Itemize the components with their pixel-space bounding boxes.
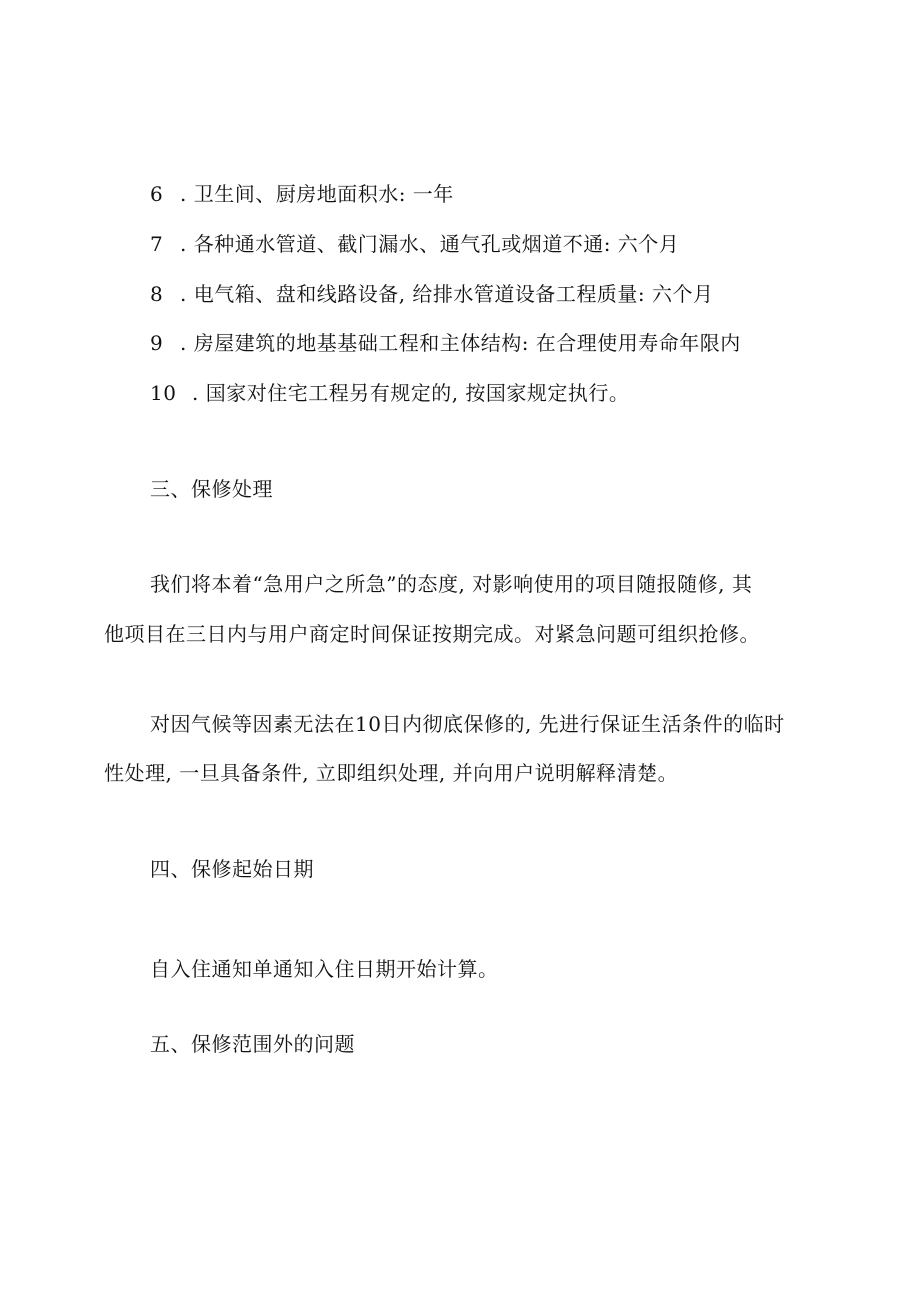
list-item-6 xyxy=(150,180,454,208)
list-number: 7 xyxy=(150,232,164,256)
list-text: . 各种通水管道、截门漏水、通气孔或烟道不通: 六个月 xyxy=(180,232,680,256)
section3-paragraph-1-line-2: 他项目在三日内与用户商定时间保证按期完成。对紧急问题可组织抢修。 xyxy=(104,622,760,646)
section3-paragraph-1-line-1: 我们将本着“急用户之所急”的态度, 对影响使用的项目随报随修, 其 xyxy=(150,572,753,596)
list-text: . 房屋建筑的地基基础工程和主体结构: 在合理使用寿命年限内 xyxy=(180,331,741,355)
list-item-9 xyxy=(150,329,741,357)
list-item-8 xyxy=(150,280,714,308)
list-number: 6 xyxy=(150,182,164,206)
section3-paragraph-2-line-2: 性处理, 一旦具备条件, 立即组织处理, 并向用户说明解释清楚。 xyxy=(104,761,679,785)
list-number: 9 xyxy=(150,331,164,355)
section-heading-5: 五、保修范围外的问题 xyxy=(150,1032,355,1056)
section-heading-4: 四、保修起始日期 xyxy=(150,857,314,881)
list-item-7 xyxy=(150,230,679,258)
section3-paragraph-2-line-1: 对因气候等因素无法在10日内彻底保修的, 先进行保证生活条件的临时 xyxy=(150,712,785,736)
list-number: 8 xyxy=(150,282,164,306)
section-heading-3: 三、保修处理 xyxy=(150,477,273,501)
list-text: . 卫生间、厨房地面积水: 一年 xyxy=(180,182,454,206)
list-text: . 电气箱、盘和线路设备, 给排水管道设备工程质量: 六个月 xyxy=(180,282,714,306)
list-item-10 xyxy=(150,379,629,407)
list-text: . 国家对住宅工程另有规定的, 按国家规定执行。 xyxy=(192,381,630,405)
section4-paragraph: 自入住通知单通知入住日期开始计算。 xyxy=(150,957,499,981)
list-number: 10 xyxy=(150,381,177,405)
